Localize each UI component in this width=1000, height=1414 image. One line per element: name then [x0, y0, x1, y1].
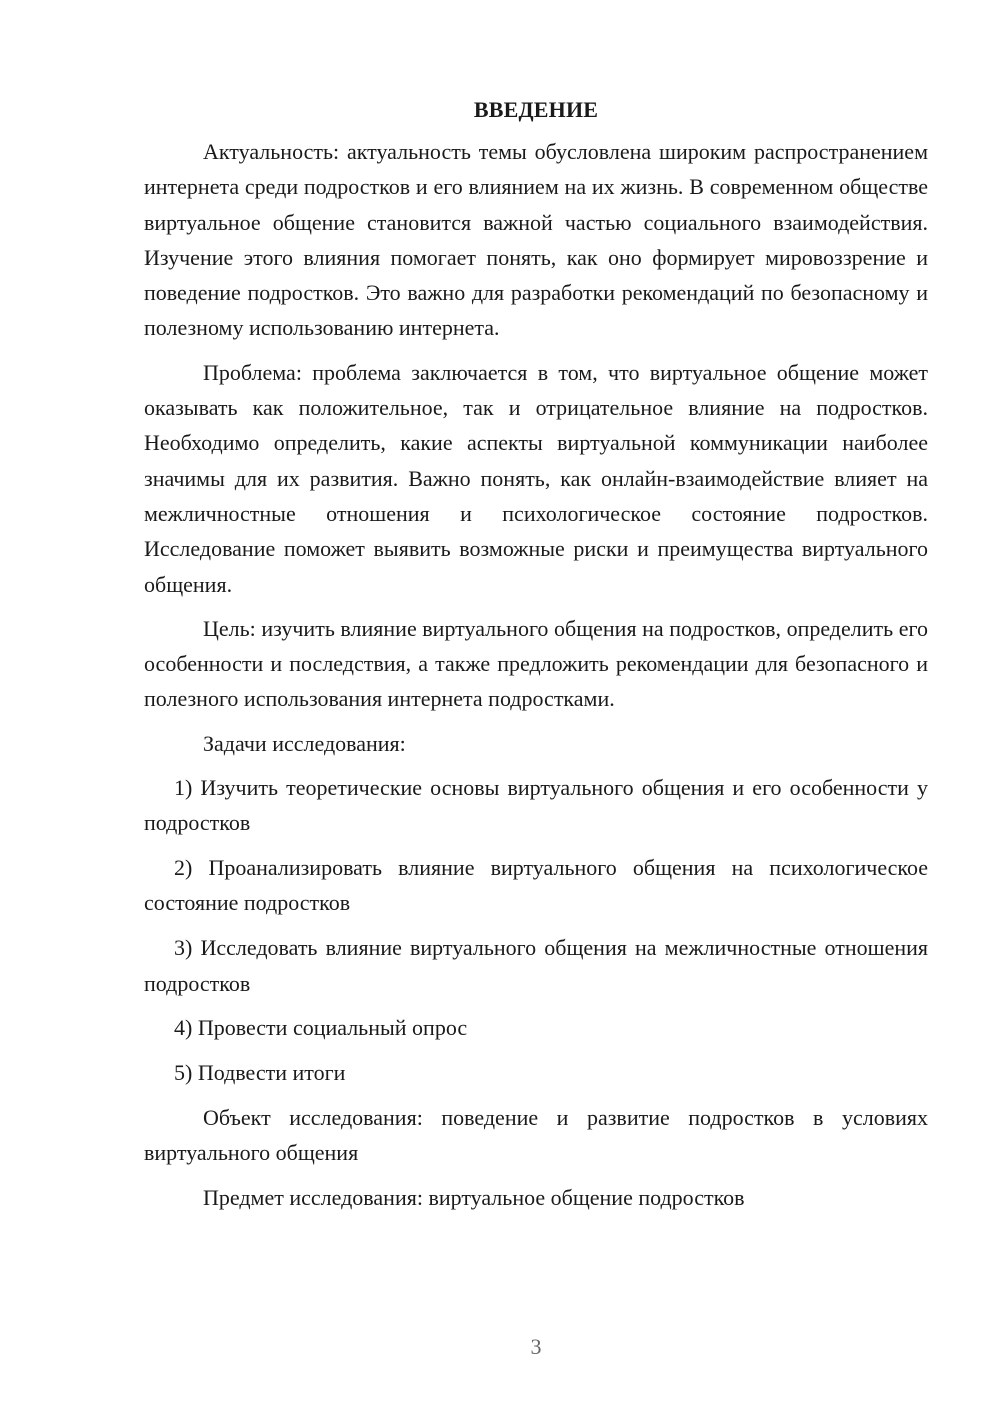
document-page: [144, 92, 928, 1224]
paragraph-object: Объект исследования: поведение и развитие подростков в условиях виртуального общения: [144, 1104, 928, 1166]
paragraph-problem: Проблема: проблема заключается в том, что виртуальное общение может оказывать как положительное, так и отрицательное влияние на подростков. Необходимо определить, какие аспекты виртуальной коммуникации наиболее значимы для их развития. Важно понять, как онлайн-взаимодействие влияет на межличностные отношения и психологическое состояние подростков. Исследование поможет выявить возможные риски и преимущества виртуального общения.: [144, 359, 928, 597]
task-item: 5) Подвести итоги: [174, 1060, 346, 1086]
task-item: 3) Исследовать влияние виртуального общения на межличностные отношения подростков: [144, 935, 928, 996]
paragraph-relevance: Актуальность: актуальность темы обусловлена широким распространением интернета среди подростков и его влиянием на их жизнь. В современном обществе виртуальное общение становится важной частью социального взаимодействия. Изучение этого влияния помогает понять, как оно формирует мировоззрение и поведение подростков. Это важно для разработки рекомендаций по безопасному и полезному использованию интернета.: [144, 139, 928, 341]
tasks-heading: Задачи исследования:: [203, 730, 406, 756]
task-item: 2) Проанализировать влияние виртуального общения на психологическое состояние подростков: [144, 855, 928, 916]
paragraph-goal: Цель: изучить влияние виртуального общения на подростков, определить его особенности и последствия, а также предложить рекомендации для безопасного и полезного использования интернета подростками.: [144, 615, 928, 712]
paragraph-subject: Предмет исследования: виртуальное общение подростков: [203, 1184, 745, 1210]
page-title: ВВЕДЕНИЕ: [473, 97, 599, 122]
task-item: 4) Провести социальный опрос: [174, 1015, 468, 1041]
task-item: 1) Изучить теоретические основы виртуального общения и его особенности у подростков: [144, 775, 928, 836]
page-number: 3: [530, 1334, 542, 1359]
